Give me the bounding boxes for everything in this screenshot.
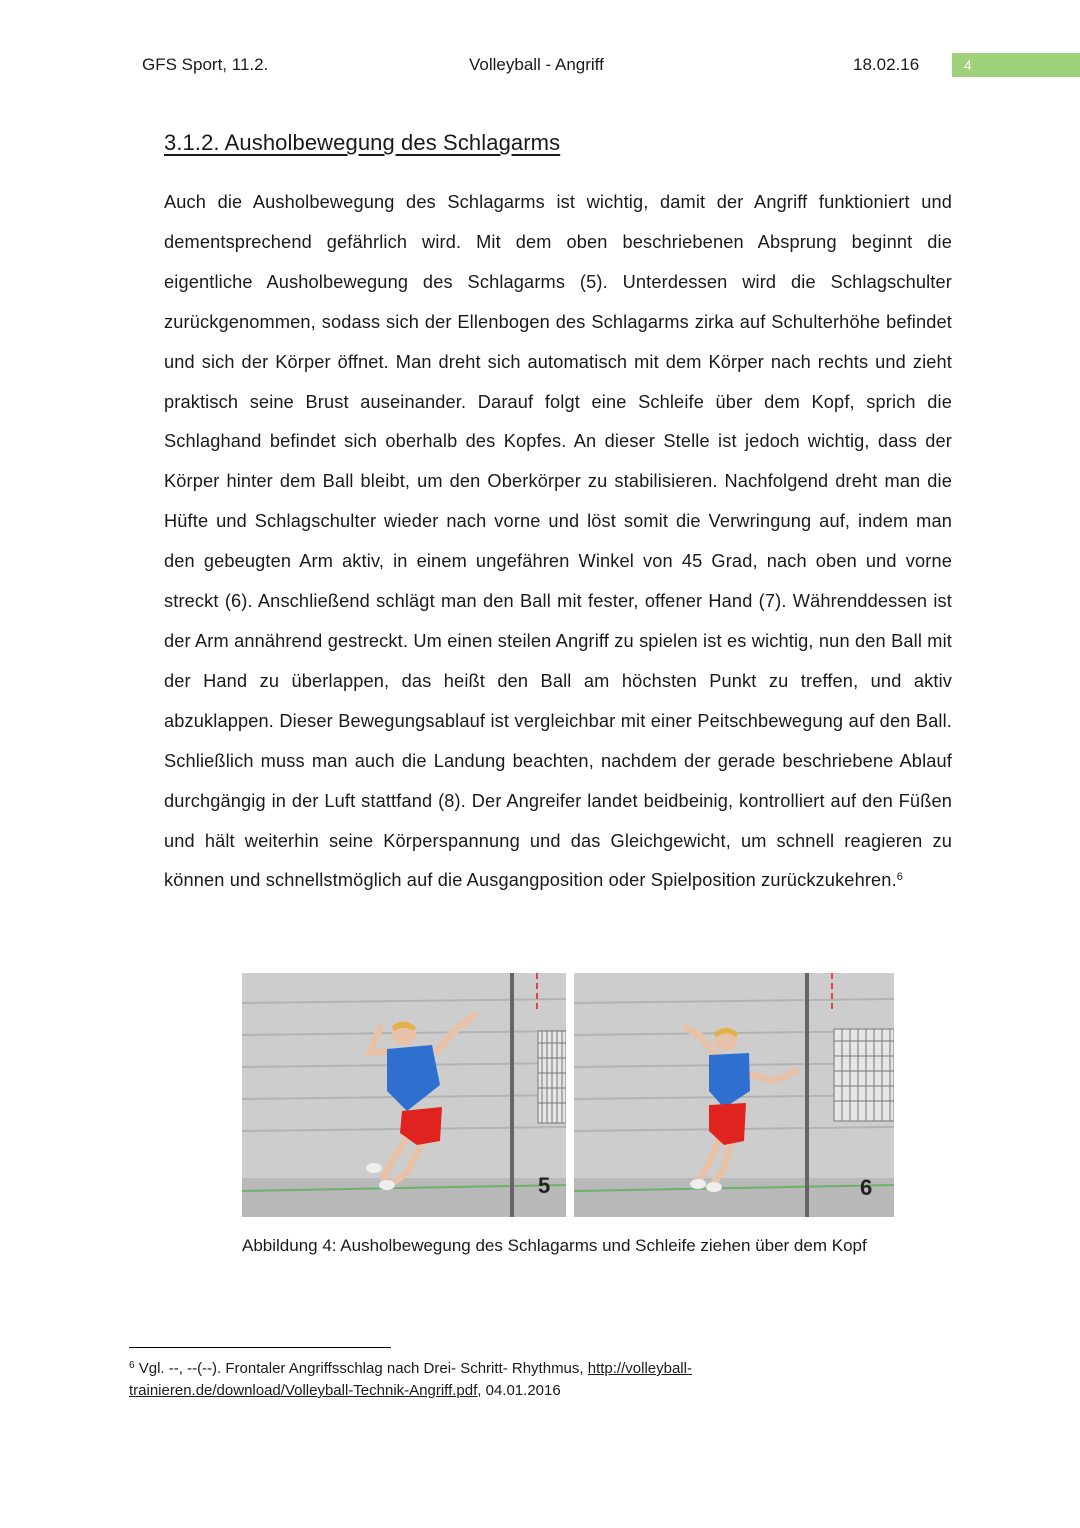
header-title: Volleyball - Angriff [469,55,604,74]
photo-spike-phase-6 [574,973,894,1217]
section-heading: 3.1.2. Ausholbewegung des Schlagarms [164,130,561,155]
body-paragraph [164,183,952,901]
footnote-text: Vgl. --, --(--). Frontaler Angriffsschlag nach Drei- Schritt- Rhythmus, [138,1360,588,1377]
photo2-number: 6 [860,1175,873,1200]
header-course: GFS Sport, 11.2. [142,55,269,74]
page-number-tab [952,53,1080,77]
page-number: 4 [964,57,972,73]
footnote-link[interactable]: http://volleyball-trainieren.de/download/Volleyball-Technik-Angriff.pdf [129,1360,692,1399]
footnote-separator [129,1347,391,1348]
footnote-number: 6 [129,1360,135,1371]
figure-caption: Abbildung 4: Ausholbewegung des Schlagarms und Schleife ziehen über dem Kopf [242,1236,867,1255]
photo-spike-phase-5 [242,973,566,1217]
paragraph-text: Auch die Ausholbewegung des Schlagarms ist wichtig, damit der Angriff funktioniert und dementsprechend gefährlich wird. Mit dem oben beschriebenen Absprung beginnt die eigentliche Ausholbewegung des Schlagarms (5). Unterdessen wird die Schlagschulter zurückgenommen, sodass sich der Ellenbogen des Schlagarms zirka auf Schulterhöhe befindet und sich der Körper öffnet. Man dreht sich automatisch mit dem Körper nach rechts und zieht praktisch seine Brust auseinander. Darauf folgt eine Schleife über dem Kopf, sprich die Schlaghand befindet sich oberhalb des Kopfes. An dieser Stelle ist jedoch wichtig, dass der Körper hinter dem Ball bleibt, um den Oberkörper zu stabilisieren. Nachfolgend dreht man die Hüfte und Schlagschulter wieder nach vorne und löst somit die Verwringung auf, indem man den gebeugten Arm aktiv, in einem ungefähren Winkel von 45 Grad, nach oben und vorne streckt (6). Anschließend schlägt man den Ball mit fester, offener Hand (7). Währenddessen ist der Arm annährend gestreckt. Um einen steilen Angriff zu spielen ist es wichtig, nun den Ball mit der Hand zu überlappen, das heißt den Ball am höchsten Punkt zu treffen, und aktiv abzuklappen. Dieser Bewegungsablauf ist vergleichbar mit einer Peitschbewegung auf den Ball. Schließlich muss man auch die Landung beachten, nachdem der gerade beschriebene Ablauf durchgängig in der Luft stattfand (8). Der Angreifer landet beidbeinig, kontrolliert auf den Füßen und hält weiterhin seine Körperspannung und das Gleichgewicht, um schnell reagieren zu können und schnellstmöglich auf die Ausgangposition oder Spielposition zurückzukehren. [164,192,952,891]
photo1-number: 5 [538,1173,551,1198]
header-date: 18.02.16 [853,55,920,74]
footnote-date: , 04.01.2016 [477,1382,561,1399]
footnote [129,1358,889,1402]
footnote-reference: 6 [896,871,904,884]
